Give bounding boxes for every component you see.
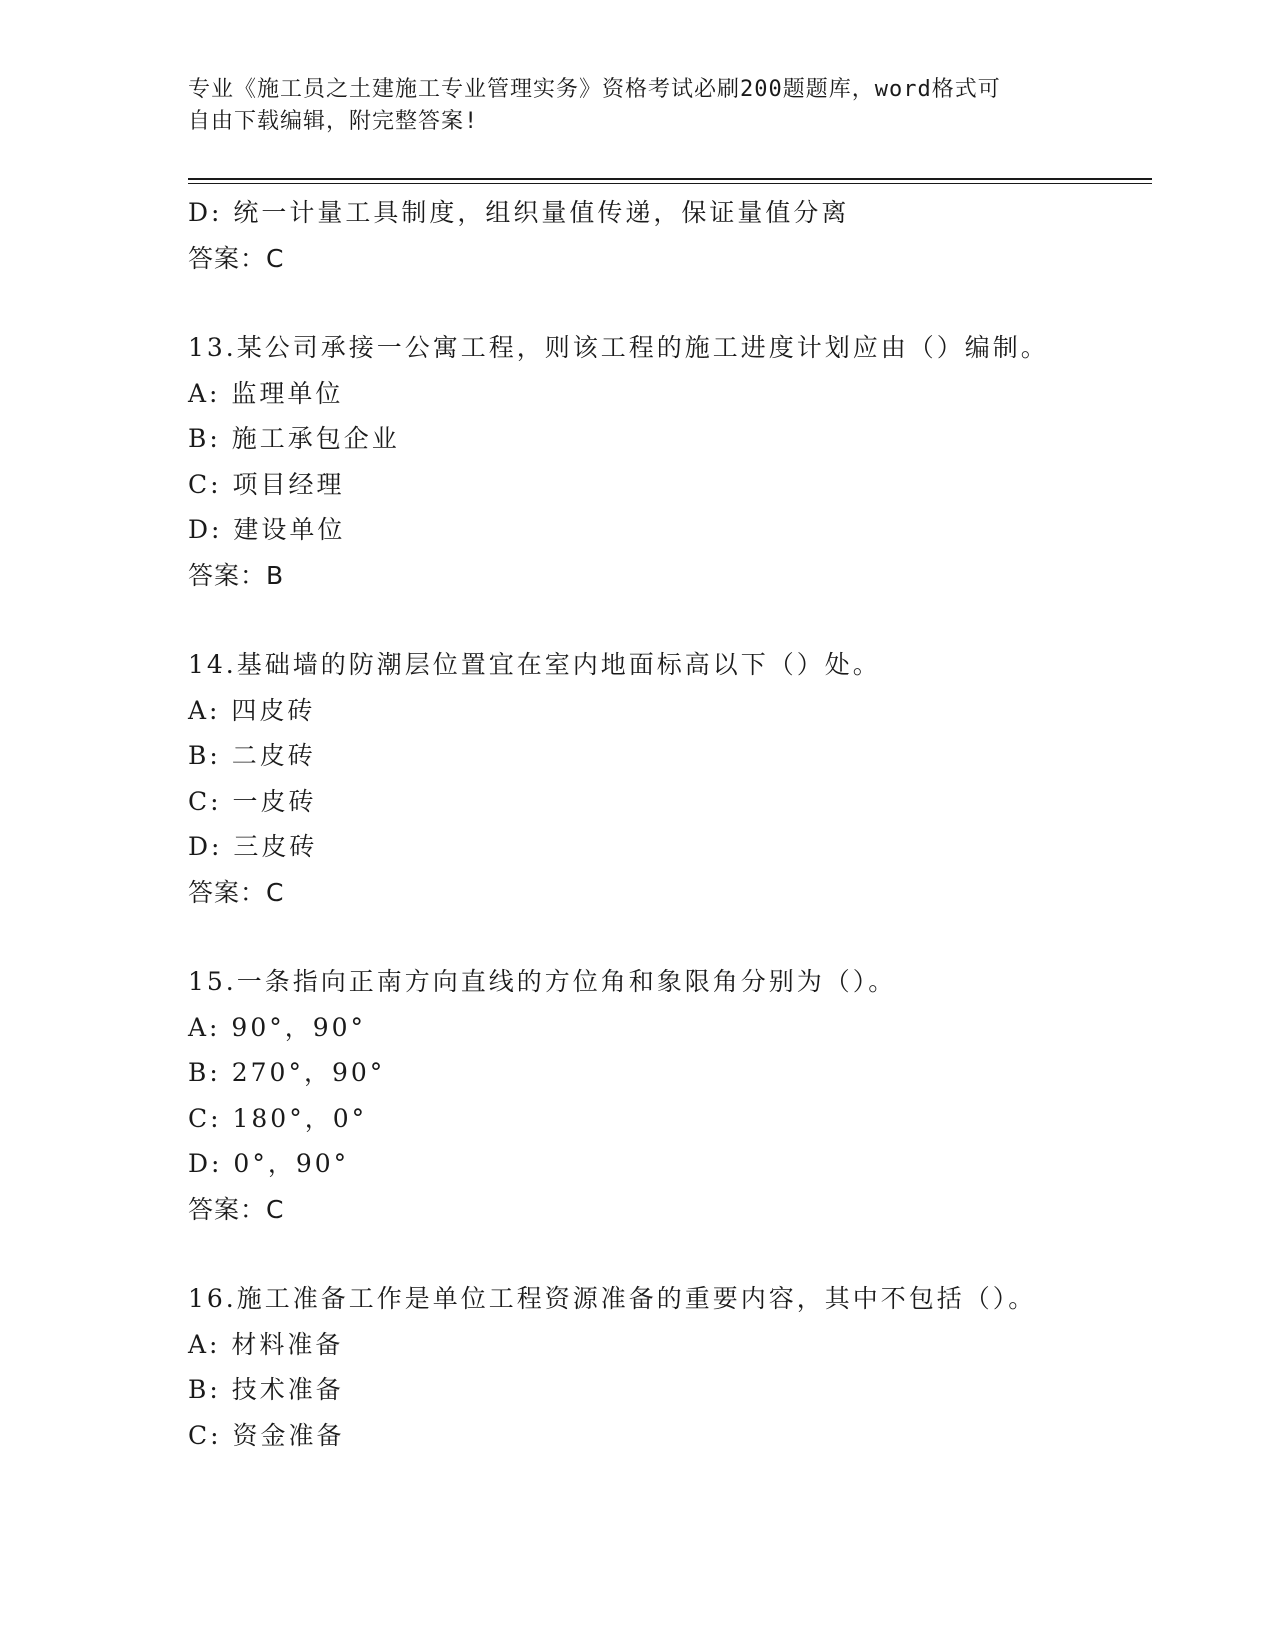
- answer-line: 答案：C: [188, 1194, 285, 1224]
- question-text: 15.一条指向正南方向直线的方位角和象限角分别为（）。: [188, 967, 897, 996]
- header-divider-thin: [188, 183, 1152, 184]
- question-text: 16.施工准备工作是单位工程资源准备的重要内容，其中不包括（）。: [188, 1284, 1037, 1313]
- header-title-line-2: 自由下载编辑，附完整答案!: [188, 109, 479, 134]
- option-d: D: 三皮砖: [188, 832, 318, 861]
- question-spacer: [188, 915, 1152, 959]
- option-a: A: 材料准备: [188, 1329, 344, 1359]
- option-b: B: 270°，90°: [188, 1058, 386, 1087]
- option-c: C: 一皮砖: [188, 786, 317, 816]
- question-spacer: [188, 1232, 1152, 1276]
- question-15: [188, 959, 1152, 1232]
- question-14: [188, 642, 1152, 915]
- question-spacer: [188, 598, 1152, 642]
- question-spacer: [188, 281, 1152, 325]
- header-title-line-1: 专业《施工员之土建施工专业管理实务》资格考试必刷200题题库，word格式可: [188, 77, 1001, 102]
- option-d: D: 0°，90°: [188, 1149, 350, 1178]
- option-a: A: 四皮砖: [188, 695, 316, 725]
- answer-line: 答案：B: [188, 560, 285, 590]
- question-12-carryover: [188, 190, 1152, 281]
- option-a: A: 90°，90°: [188, 1012, 367, 1042]
- question-16: [188, 1276, 1152, 1458]
- option-c: C: 项目经理: [188, 469, 345, 499]
- option-d: D: 建设单位: [188, 515, 346, 544]
- header-divider-thick: [188, 178, 1152, 180]
- document-header: [188, 74, 1068, 138]
- option-d: D: 统一计量工具制度，组织量值传递，保证量值分离: [188, 198, 850, 227]
- option-b: B: 施工承包企业: [188, 424, 400, 453]
- question-text: 13.某公司承接一公寓工程，则该工程的施工进度计划应由（）编制。: [188, 333, 1049, 362]
- answer-line: 答案：C: [188, 243, 285, 273]
- answer-line: 答案：C: [188, 877, 285, 907]
- option-b: B: 二皮砖: [188, 741, 316, 770]
- option-a: A: 监理单位: [188, 378, 344, 408]
- option-c: C: 资金准备: [188, 1420, 345, 1450]
- question-13: [188, 325, 1152, 598]
- option-b: B: 技术准备: [188, 1375, 344, 1404]
- option-c: C: 180°，0°: [188, 1103, 368, 1133]
- question-list: [188, 190, 1152, 1458]
- question-text: 14.基础墙的防潮层位置宜在室内地面标高以下（）处。: [188, 650, 881, 679]
